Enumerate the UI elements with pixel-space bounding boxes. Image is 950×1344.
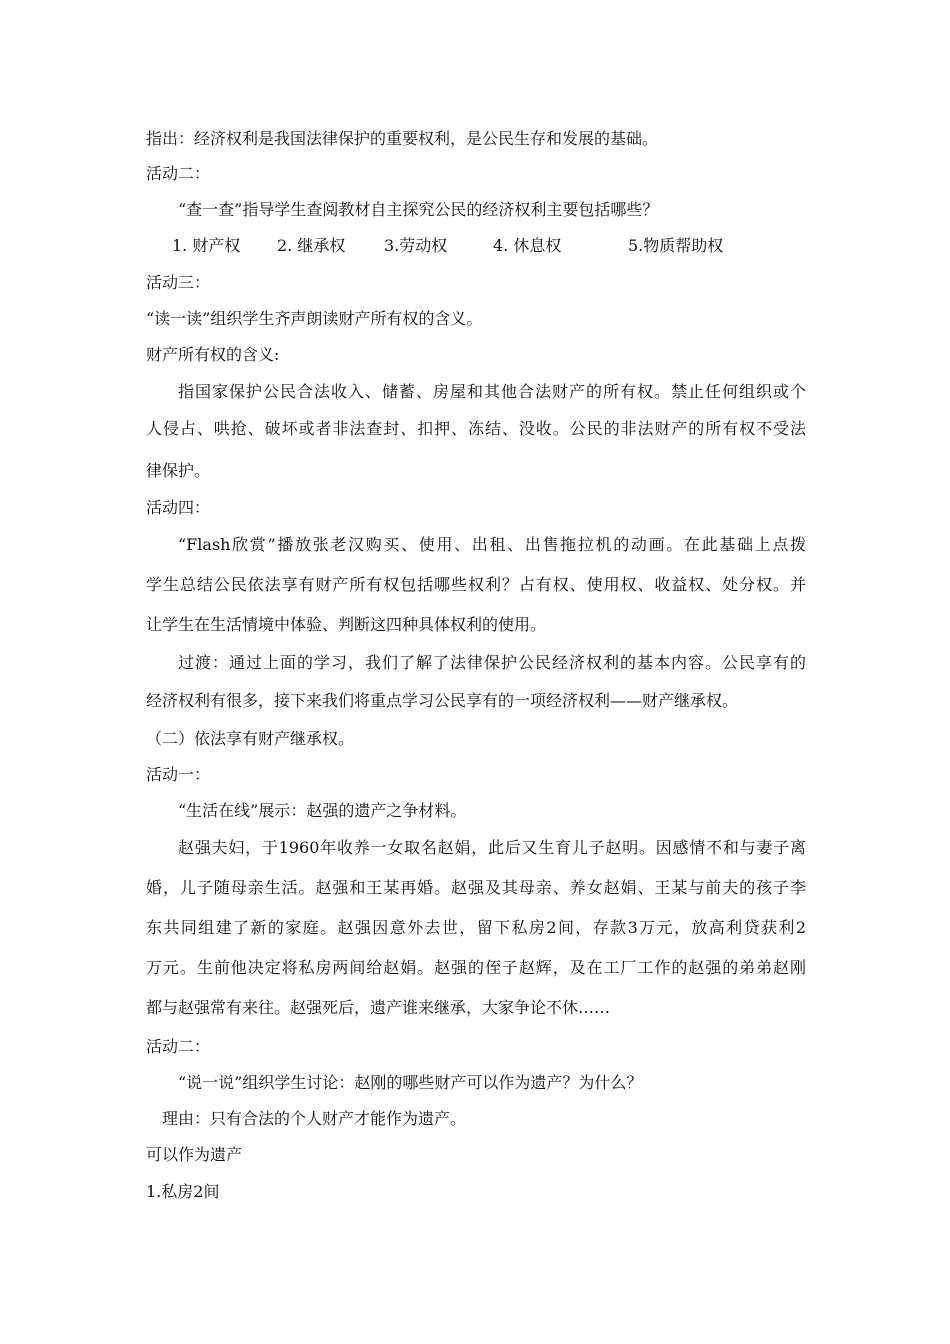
activity-heading: 活动二：	[146, 164, 211, 183]
rights-list	[0, 235, 950, 257]
paragraph: 财产所有权的含义:	[146, 345, 280, 364]
paragraph: 理由：只有合法的个人财产才能作为遗产。	[162, 1109, 467, 1128]
activity-heading: 活动二：	[146, 1037, 211, 1056]
paragraph: 可以作为遗产	[146, 1145, 243, 1164]
paragraph: 指出：经济权利是我国法律保护的重要权利，是公民生存和发展的基础。	[146, 129, 659, 148]
paragraph-line: 律保护。	[146, 461, 211, 480]
paragraph-line: 过渡：通过上面的学习，我们了解了法律保护公民经济权利的基本内容。公民享有的	[178, 653, 806, 672]
paragraph-line: 让学生在生活情境中体验、判断这四种具体权利的使用。	[146, 615, 547, 634]
list-item: 3.劳动权	[384, 236, 448, 255]
paragraph-line: 指国家保护公民合法收入、储蓄、房屋和其他合法财产的所有权。禁止任何组织或个	[178, 382, 806, 401]
paragraph-line: 万元。生前他决定将私房两间给赵娟。赵强的侄子赵辉，及在工厂工作的赵强的弟弟赵刚	[146, 958, 806, 977]
paragraph-line: 东共同组建了新的家庭。赵强因意外去世，留下私房2间，存款3万元，放高利贷获利2	[146, 918, 806, 937]
paragraph-line: 经济权利有很多，接下来我们将重点学习公民享有的一项经济权利——财产继承权。	[146, 691, 739, 710]
paragraph: “读一读”组织学生齐声朗读财产所有权的含义。	[146, 309, 483, 328]
list-item: 5.物质帮助权	[628, 236, 724, 255]
section-heading: （二）依法享有财产继承权。	[146, 729, 355, 748]
paragraph: 1.私房2间	[146, 1182, 220, 1201]
paragraph-line: 都与赵强常有来往。赵强死后，遗产谁来继承，大家争论不休……	[146, 998, 611, 1017]
list-item: 4. 休息权	[493, 236, 562, 255]
paragraph-line: 赵强夫妇，于1960年收养一女取名赵娟，此后又生育儿子赵明。因感情不和与妻子离	[178, 838, 806, 857]
paragraph-line: 婚，儿子随母亲生活。赵强和王某再婚。赵强及其母亲、养女赵娟、王某与前夫的孩子李	[146, 878, 806, 897]
paragraph: “查一查”指导学生查阅教材自主探究公民的经济权利主要包括哪些？	[178, 200, 659, 219]
activity-heading: 活动一：	[146, 765, 211, 784]
activity-heading: 活动四：	[146, 498, 211, 517]
list-item: 1. 财产权	[172, 236, 241, 255]
paragraph: “说一说”组织学生讨论：赵刚的哪些财产可以作为遗产？为什么？	[178, 1073, 643, 1092]
list-item: 2. 继承权	[277, 236, 346, 255]
paragraph-line: “Flash欣赏”播放张老汉购买、使用、出租、出售拖拉机的动画。在此基础上点拨	[178, 535, 806, 554]
paragraph-line: 人侵占、哄抢、破坏或者非法查封、扣押、冻结、没收。公民的非法财产的所有权不受法	[146, 419, 806, 438]
paragraph-line: 学生总结公民依法享有财产所有权包括哪些权利？占有权、使用权、收益权、处分权。并	[146, 575, 806, 594]
activity-heading: 活动三：	[146, 273, 211, 292]
paragraph: “生活在线”展示：赵强的遗产之争材料。	[178, 801, 467, 820]
